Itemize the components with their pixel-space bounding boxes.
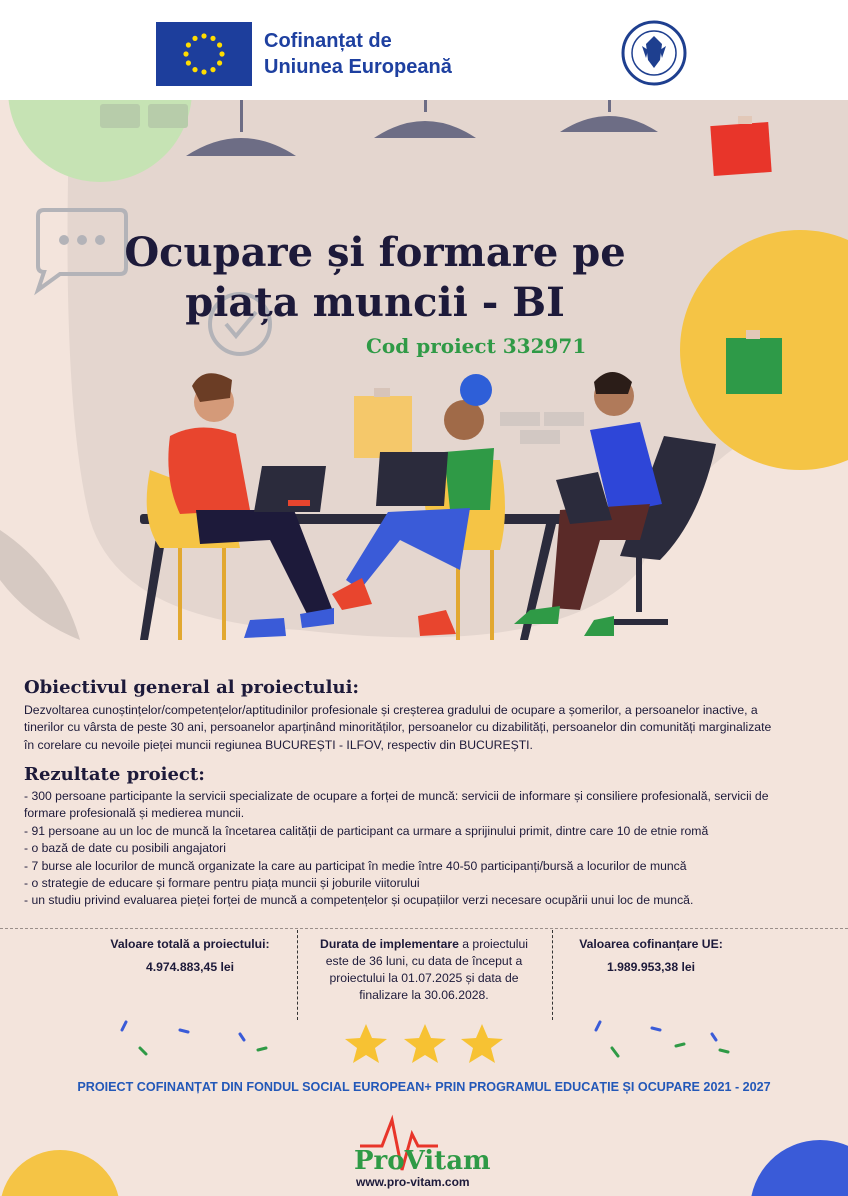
project-title [0,228,848,328]
duration-box [300,936,548,1004]
duration-line-3: proiectului la 01.07.2025 și data de [329,971,519,985]
eu-line-2: Uniunea Europeană [264,56,452,78]
total-value-box [90,936,290,976]
objective-heading: Obiectivul general al proiectului: [24,677,360,698]
eu-value-box [556,936,746,976]
office-illustration [0,100,848,660]
title-line-1: Ocupare și formare pe [124,229,626,276]
list-item: - o strategie de educare și formare pentru piața muncii și joburile viitorului [24,876,420,891]
vertical-divider [297,930,298,1020]
results-heading: Rezultate proiect: [24,764,205,785]
results-list [24,788,832,910]
header-bar [0,0,848,100]
list-item: formare profesională și medierea muncii. [24,806,245,821]
duration-line-1: a proiectului [458,937,528,951]
eu-value-label: Valoarea cofinanțare UE: [579,937,723,951]
government-seal-icon [618,20,690,86]
vertical-divider [552,930,553,1020]
objective-line: în corelare cu nevoile pieței muncii regiunea BUCUREȘTI - ILFOV, respectiv din BUCUREȘTI. [24,737,533,752]
objective-line: Dezvoltarea cunoștințelor/competențelor/aptitudinilor profesionale și creșterea gradului de ocupare a șomerilor, a persoanelor inactive, a [24,703,758,717]
website-url: www.pro-vitam.com [356,1175,470,1189]
provitam-logo: ProVitam [354,1146,491,1176]
duration-line-2: este de 36 luni, cu data de început a [325,954,523,968]
eu-cofinanced-text [264,28,452,80]
list-item: - 7 burse ale locurilor de muncă organizate la care au participat în medie între 40-50 participanți/bursă a locurilor de muncă [24,858,687,873]
star-icon [345,1024,503,1063]
project-code: Cod proiect 332971 [366,334,587,358]
eu-flag-icon [156,22,252,86]
duration-label: Durata de implementare [320,937,459,951]
eu-value-amount: 1.989.953,38 lei [606,960,696,974]
stars-decoration [0,1018,848,1078]
total-value-label: Valoare totală a proiectului: [110,937,270,951]
list-item: - 91 persoane au un loc de muncă la încetarea calității de participant ca urmare a sprijinului primit, dintre care 10 de etnie romă [24,823,709,838]
title-line-2: piața muncii - BI [185,279,565,326]
section-divider [0,928,848,929]
duration-line-4: finalizare la 30.06.2028. [359,988,489,1002]
list-item: - o bază de date cu posibili angajatori [24,841,226,856]
list-item: - un studiu privind evaluarea pieței forței de muncă a competențelor și ocupațiilor verzi necesare ocupării unui loc de muncă. [24,893,694,908]
list-item: - 300 persoane participante la servicii specializate de ocupare a forței de muncă: servicii de informare și consiliere profesională, servicii de [24,789,769,803]
total-value-amount: 4.974.883,45 lei [145,960,235,974]
objective-line: tinerilor cu vârsta de peste 30 ani, persoanelor aparținând minorităților, persoanelor cu dizabilități, persoanelor din comunități marginalizate [24,720,772,735]
program-footer-text: PROIECT COFINANȚAT DIN FONDUL SOCIAL EUROPEAN+ PRIN PROGRAMUL EDUCAȚIE ȘI OCUPARE 2021 - 2027 [77,1080,771,1094]
objective-text [24,702,832,754]
eu-line-1: Cofinanțat de [264,30,392,52]
